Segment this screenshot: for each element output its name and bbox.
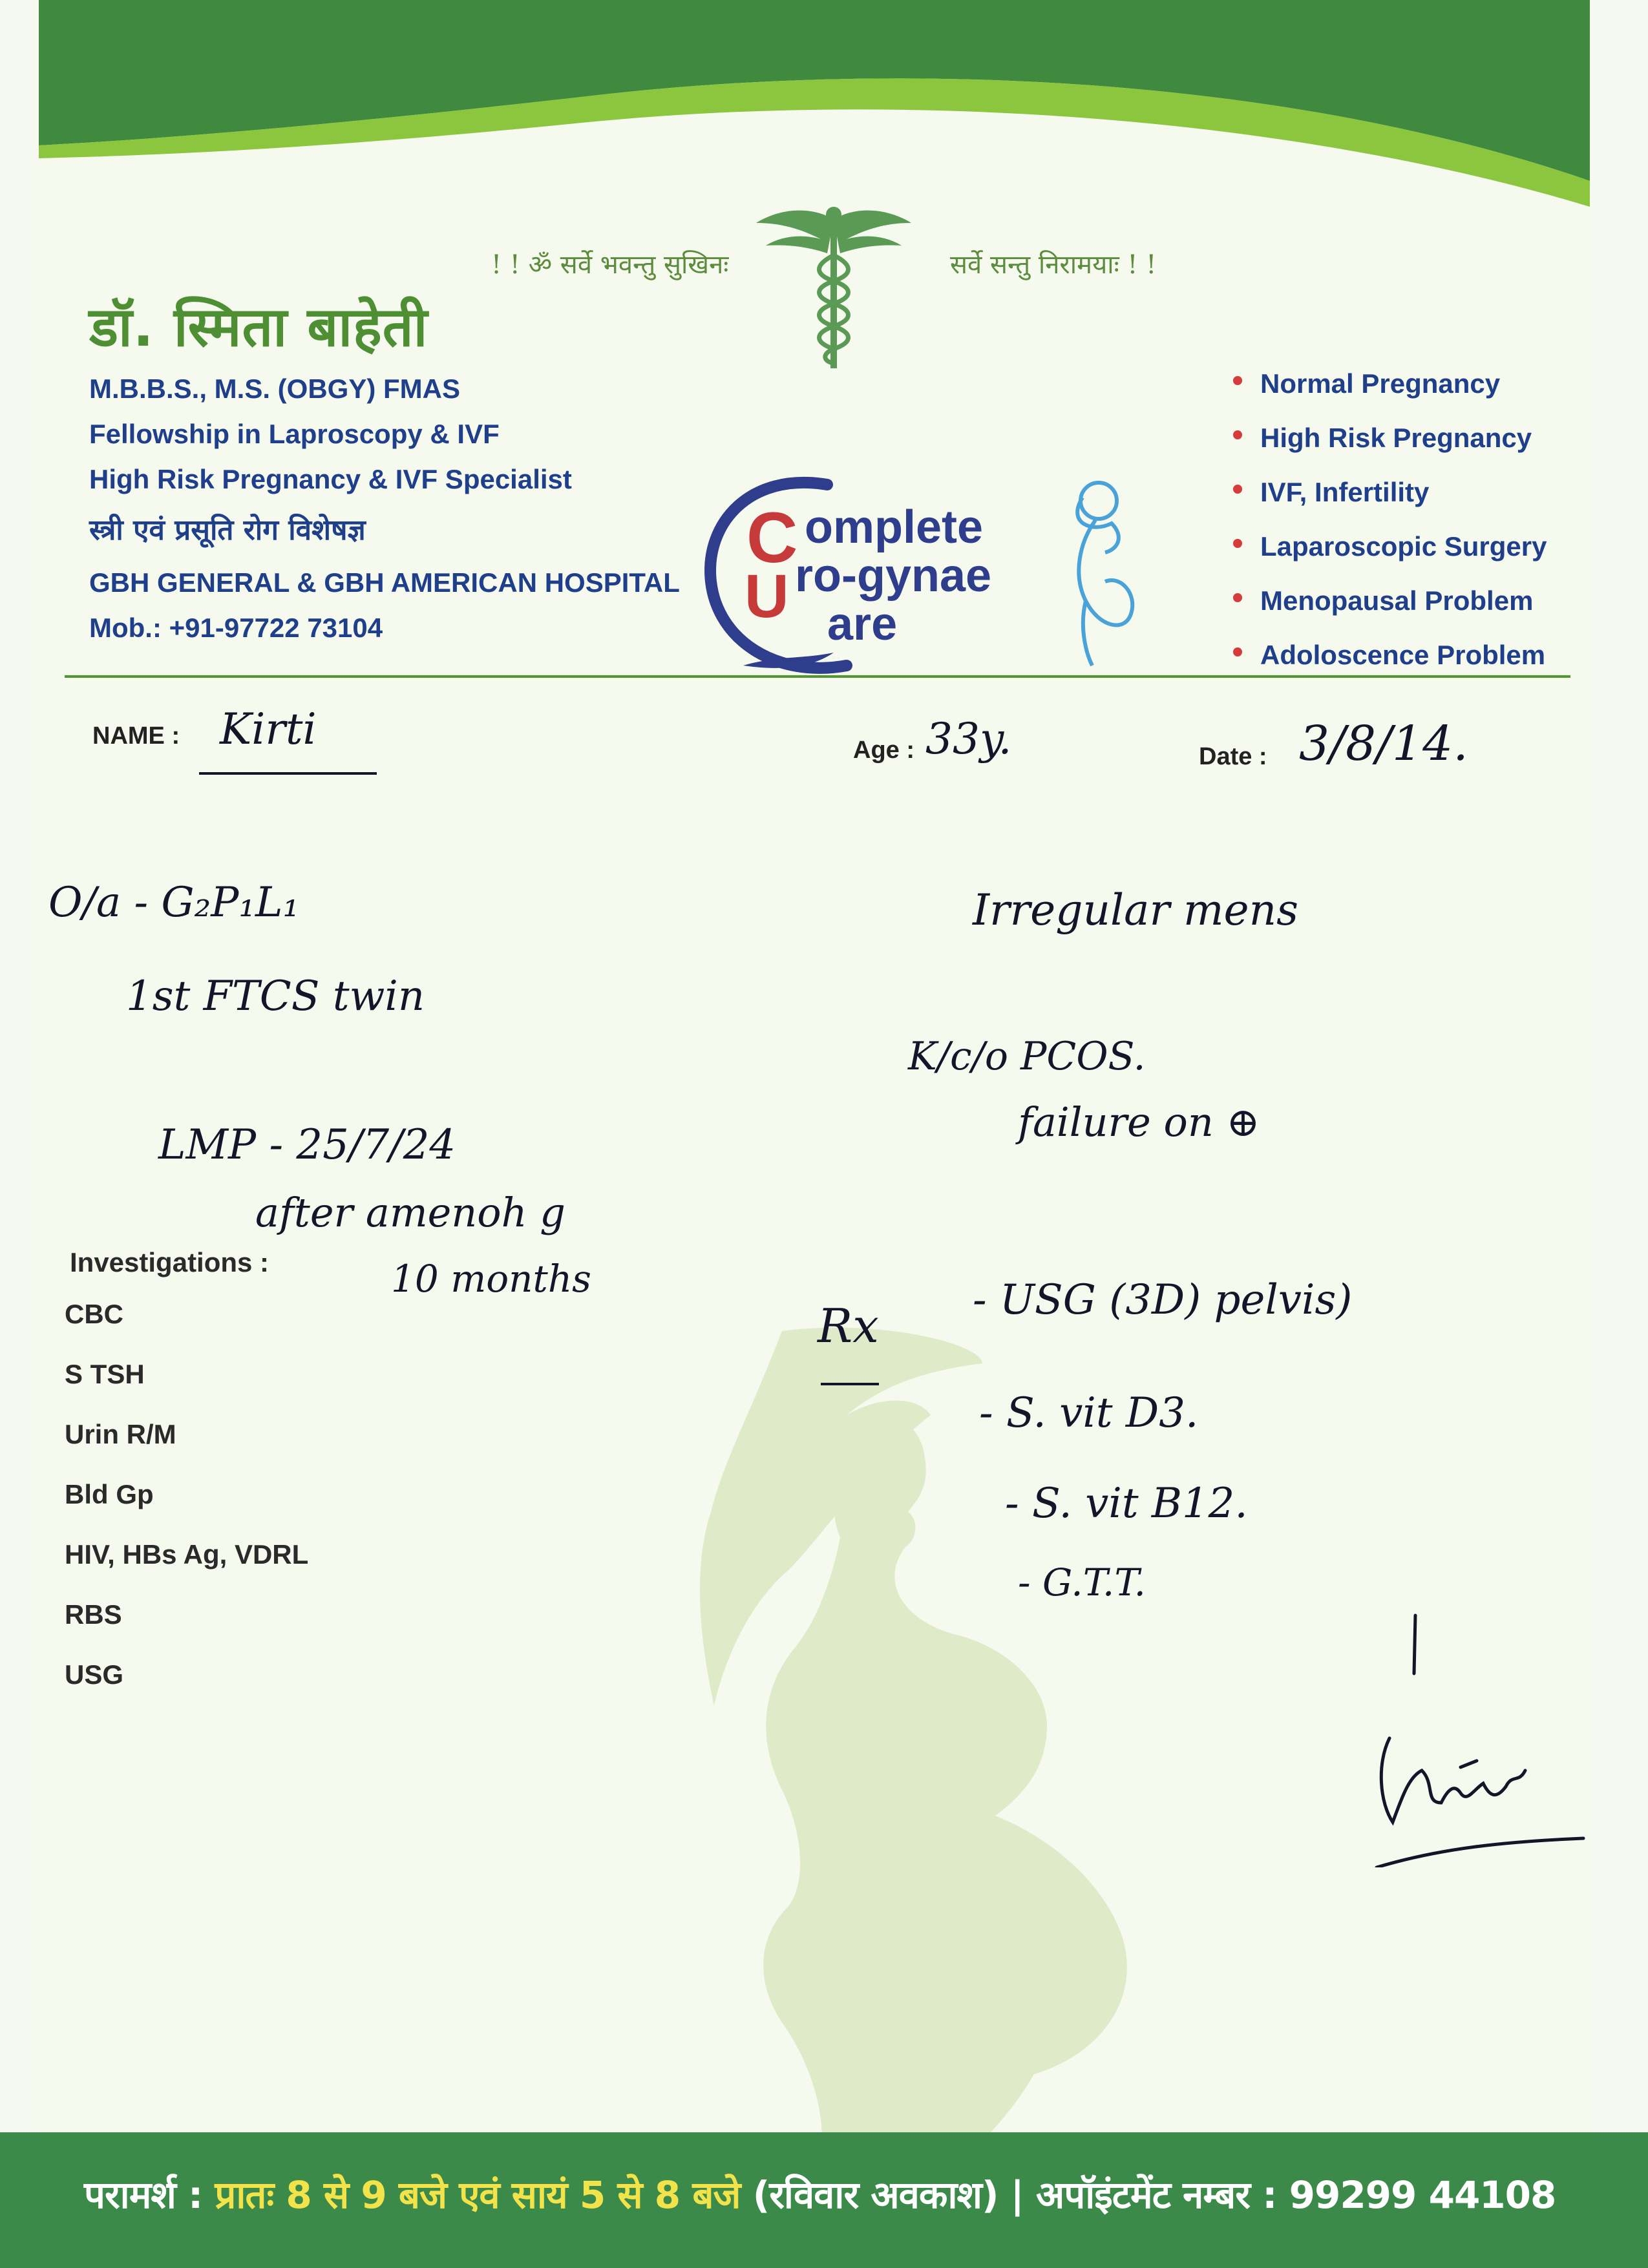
bullet-icon [1233,485,1242,494]
lmp-line: LMP - 25/7/24 [158,1121,456,1169]
investigation-item: CBC [65,1299,123,1329]
rx-item-usg: - USG (3D) pelvis) [973,1276,1353,1324]
credential-hindi: स्त्री एवं प्रसूति रोग विशेषज्ञ [89,514,366,547]
investigation-item: Urin R/M [65,1419,176,1449]
header-divider [65,675,1570,678]
credential-fellowship: Fellowship in Laproscopy & IVF [89,419,500,449]
logo-line2: ro-gynae [795,550,992,602]
credential-mobile: Mob.: +91-97722 73104 [89,613,383,643]
rx-item-vitb12: - S. vit B12. [1005,1480,1248,1528]
investigations-list [65,1299,308,1719]
caduceus-icon [756,194,911,375]
lmp-note-2: 10 months [391,1257,591,1301]
footer-appointment-label: | अपॉइंटमेंट नम्बर : [1010,2173,1277,2217]
investigation-item: HIV, HBs Ag, VDRL [65,1539,309,1570]
date-label: Date : [1199,743,1267,770]
footer-text [84,2168,1556,2219]
shloka-left: ! ! ॐ सर्वे भवन्तु सुखिनः [491,250,729,280]
credential-hospital: GBH GENERAL & GBH AMERICAN HOSPITAL [89,567,680,598]
footer-appointment-number[interactable]: 99299 44108 [1289,2173,1556,2217]
bullet-icon [1233,376,1242,385]
investigation-item: Bld Gp [65,1479,154,1509]
footer-holiday: (रविवार अवकाश) [752,2173,998,2217]
complaint-line-2: K/c/o PCOS. [908,1034,1146,1079]
lmp-note-1: after amenoh g [255,1189,565,1236]
shloka-right: सर्वे सन्तु निरामयाः ! ! [950,250,1157,280]
complete-uro-gynae-care-logo [698,472,1150,685]
service-item: Laparoscopic Surgery [1228,531,1547,585]
complaint-line-1: Irregular mens [973,885,1298,935]
investigation-item: RBS [65,1599,122,1630]
credential-degree: M.B.B.S., M.S. (OBGY) FMAS [89,373,460,404]
logo-line1: omplete [805,501,984,553]
logo-letter-c: C [746,498,798,578]
service-item: Normal Pregnancy [1228,368,1547,423]
age-label: Age : [853,737,914,764]
rx-label: Rx [818,1299,879,1353]
pregnant-woman-watermark [685,1325,1137,2190]
name-label: NAME : [92,722,180,750]
bullet-icon [1233,430,1242,439]
service-item: High Risk Pregnancy [1228,423,1547,477]
service-item: IVF, Infertility [1228,477,1547,531]
footer-label: परामर्श : [84,2173,203,2217]
history-line-1: O/a - G₂P₁L₁ [48,879,300,927]
service-item: Adoloscence Problem [1228,640,1547,694]
credential-specialist: High Risk Pregnancy & IVF Specialist [89,464,572,494]
bullet-icon [1233,593,1242,602]
service-item: Menopausal Problem [1228,585,1547,640]
rx-item-vitd3: - S. vit D3. [979,1389,1199,1437]
footer-timing: प्रातः 8 से 9 बजे एवं सायं 5 से 8 बजे [215,2173,741,2217]
age-value: 33y. [925,714,1012,764]
doctor-signature [1364,1609,1596,1867]
logo-line3: are [827,598,898,650]
date-value: 3/8/14. [1299,716,1468,772]
name-value: Kirti [220,704,317,754]
bullet-icon [1233,539,1242,548]
doctor-name: डॉ. स्मिता बाहेती [89,295,428,359]
bullet-icon [1233,647,1242,656]
investigation-item: USG [65,1659,124,1690]
rx-underline [821,1383,879,1385]
name-underline [199,772,377,775]
investigation-item: S TSH [65,1359,145,1389]
investigations-title: Investigations : [70,1247,269,1277]
services-list [1228,368,1547,694]
history-line-2: 1st FTCS twin [126,972,425,1020]
rx-item-gtt: - G.T.T. [1018,1560,1146,1604]
complaint-line-3: failure on ⊕ [1018,1098,1260,1146]
logo-letter-u: U [745,562,789,631]
